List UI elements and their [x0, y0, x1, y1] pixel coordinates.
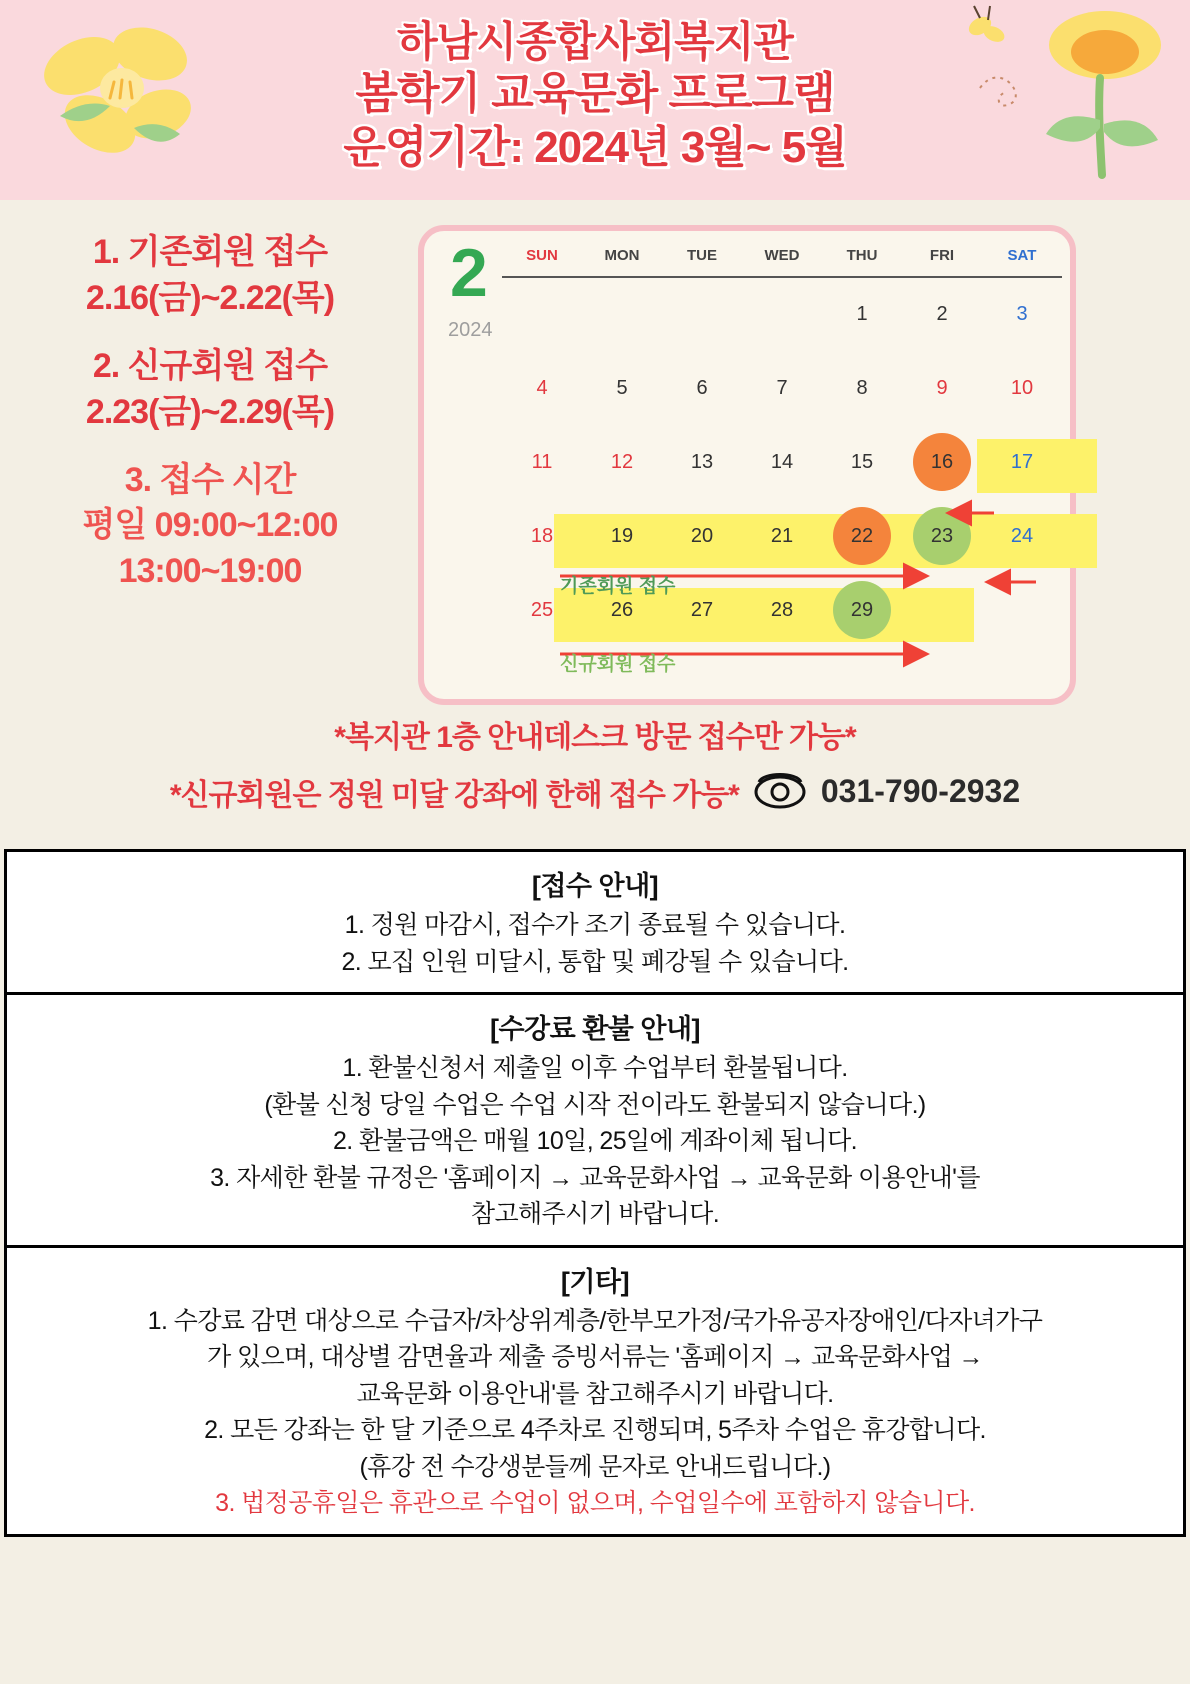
calendar-day: 4 [536, 376, 548, 399]
box-other-guide [7, 1248, 1183, 1534]
weekday-tue: TUE [662, 243, 742, 277]
header-line-3: 운영기간: 2024년 3월~ 5월 [343, 122, 847, 172]
weekday-fri: FRI [902, 243, 982, 277]
poster-main [0, 200, 1190, 845]
box-line: 1. 수강료 감면 대상으로 수급자/차상위계층/한부모가정/국가유공자장애인/다자녀가구 [147, 1306, 1043, 1335]
calendar-day: 6 [696, 376, 708, 399]
calendar-day [582, 277, 662, 351]
existing-member-date: 2.16(금)~2.22(목) [85, 278, 335, 317]
box-line-highlight: 3. 법정공휴일은 휴관으로 수업이 없으며, 수업일수에 포함하지 않습니다. [215, 1489, 975, 1517]
registration-schedule-list [10, 230, 410, 617]
calendar-day: 15 [850, 450, 874, 473]
weekday-thu: THU [822, 243, 902, 277]
calendar-day: 19 [610, 524, 634, 547]
existing-member-block [10, 230, 410, 322]
calendar-day [742, 277, 822, 351]
note-visit-only: *복지관 1층 안내데스크 방문 접수만 가능* [334, 721, 856, 754]
new-member-date: 2.23(금)~2.29(목) [85, 392, 335, 431]
box-line: (환불 신청 당일 수업은 수업 시작 전이라도 환불되지 않습니다.) [264, 1090, 926, 1119]
box-line: 2. 환불금액은 매월 10일, 25일에 계좌이체 됩니다. [333, 1127, 857, 1155]
box-refund-guide [7, 995, 1183, 1248]
calendar-day: 18 [530, 524, 554, 547]
phone-number: 031-790-2932 [820, 773, 1021, 809]
box-line: (휴강 전 수강생분들께 문자로 안내드립니다.) [359, 1452, 831, 1481]
calendar-day: 14 [770, 450, 794, 473]
calendar-day: 25 [530, 598, 554, 621]
calendar-day: 12 [610, 450, 634, 473]
calendar-day: 7 [776, 376, 788, 399]
calendar-day [902, 573, 982, 647]
calendar-week-row [502, 351, 1062, 425]
calendar-day [662, 277, 742, 351]
calendar-day: 13 [690, 450, 714, 473]
box-line: 1. 정원 마감시, 접수가 조기 종료될 수 있습니다. [344, 911, 846, 939]
calendar-day: 28 [770, 598, 794, 621]
calendar-day: 5 [616, 376, 628, 399]
calendar-day: 17 [1010, 450, 1034, 473]
calendar-week-row [502, 425, 1062, 499]
calendar-day-16-highlight: 16 [902, 425, 982, 499]
calendar-day: 24 [1010, 524, 1034, 547]
box-registration-guide [7, 852, 1183, 995]
existing-registration-label: 기존회원 접수 [560, 576, 676, 597]
box-line: 교육문화 이용안내'를 참고해주시기 바랍니다. [356, 1379, 834, 1408]
calendar-day-22-highlight: 22 [822, 499, 902, 573]
calendar-day: 11 [531, 450, 553, 473]
calendar-day: 9 [936, 376, 948, 399]
new-registration-label: 신규회원 접수 [560, 654, 676, 675]
box-title: [접수 안내] [531, 871, 659, 901]
box-line: 참고해주시기 바랍니다. [470, 1200, 720, 1228]
weekday-sun: SUN [502, 243, 582, 277]
box-line: 2. 모집 인원 미달시, 통합 및 폐강될 수 있습니다. [341, 947, 849, 976]
weekday-mon: MON [582, 243, 662, 277]
calendar-day [502, 277, 582, 351]
note-new-member-condition: *신규회원은 정원 미달 강좌에 한해 접수 가능* [169, 778, 739, 812]
weekday-sat: SAT [982, 243, 1062, 277]
calendar-day: 21 [770, 524, 794, 547]
february-calendar [418, 225, 1076, 705]
calendar-header-row [502, 243, 1062, 277]
box-title: [기타] [560, 1266, 630, 1297]
calendar-day: 2 [936, 303, 948, 325]
box-title: [수강료 환불 안내] [489, 1014, 701, 1044]
calendar-day: 20 [690, 524, 714, 547]
calendar-year: 2024 [448, 319, 493, 341]
existing-member-title: 1. 기존회원 접수 [92, 233, 328, 271]
poster-header [0, 0, 1190, 200]
information-boxes [4, 849, 1186, 1537]
calendar-day: 1 [856, 303, 868, 325]
header-line-2: 봄학기 교육문화 프로그램 [355, 69, 835, 119]
weekday-wed: WED [742, 243, 822, 277]
box-line: 1. 환불신청서 제출일 이후 수업부터 환불됩니다. [342, 1054, 848, 1082]
header-line-1: 하남시종합사회복지관 [397, 18, 793, 65]
box-line: 3. 자세한 환불 규정은 '홈페이지 → 교육문화사업 → 교육문화 이용안내'를 [210, 1163, 980, 1192]
calendar-day: 10 [1010, 376, 1034, 399]
new-member-block [10, 344, 410, 436]
calendar-day-29-highlight: 29 [822, 573, 902, 647]
calendar-week-row [502, 277, 1062, 351]
calendar-day: 3 [1016, 303, 1028, 325]
calendar-day-23-highlight: 23 [902, 499, 982, 573]
calendar-month: 2 [450, 235, 488, 311]
reception-time-line-2: 13:00~19:00 [118, 552, 302, 591]
visit-notes [0, 712, 1190, 815]
reception-time-line-1: 평일 09:00~12:00 [82, 506, 338, 545]
telephone-icon [753, 768, 807, 815]
calendar-day: 27 [690, 598, 714, 621]
new-member-title: 2. 신규회원 접수 [92, 346, 328, 385]
box-line: 2. 모든 강좌는 한 달 기준으로 4주차로 진행되며, 5주차 수업은 휴강합니다. [204, 1416, 986, 1444]
calendar-day [982, 573, 1062, 647]
calendar-day: 8 [856, 376, 868, 399]
reception-time-title: 3. 접수 시간 [124, 460, 296, 499]
box-line: 가 있으며, 대상별 감면율과 제출 증빙서류는 '홈페이지 → 교육문화사업 → [207, 1343, 983, 1371]
reception-time-block [10, 458, 410, 596]
calendar-week-row [502, 499, 1062, 573]
calendar-day: 26 [610, 598, 634, 621]
